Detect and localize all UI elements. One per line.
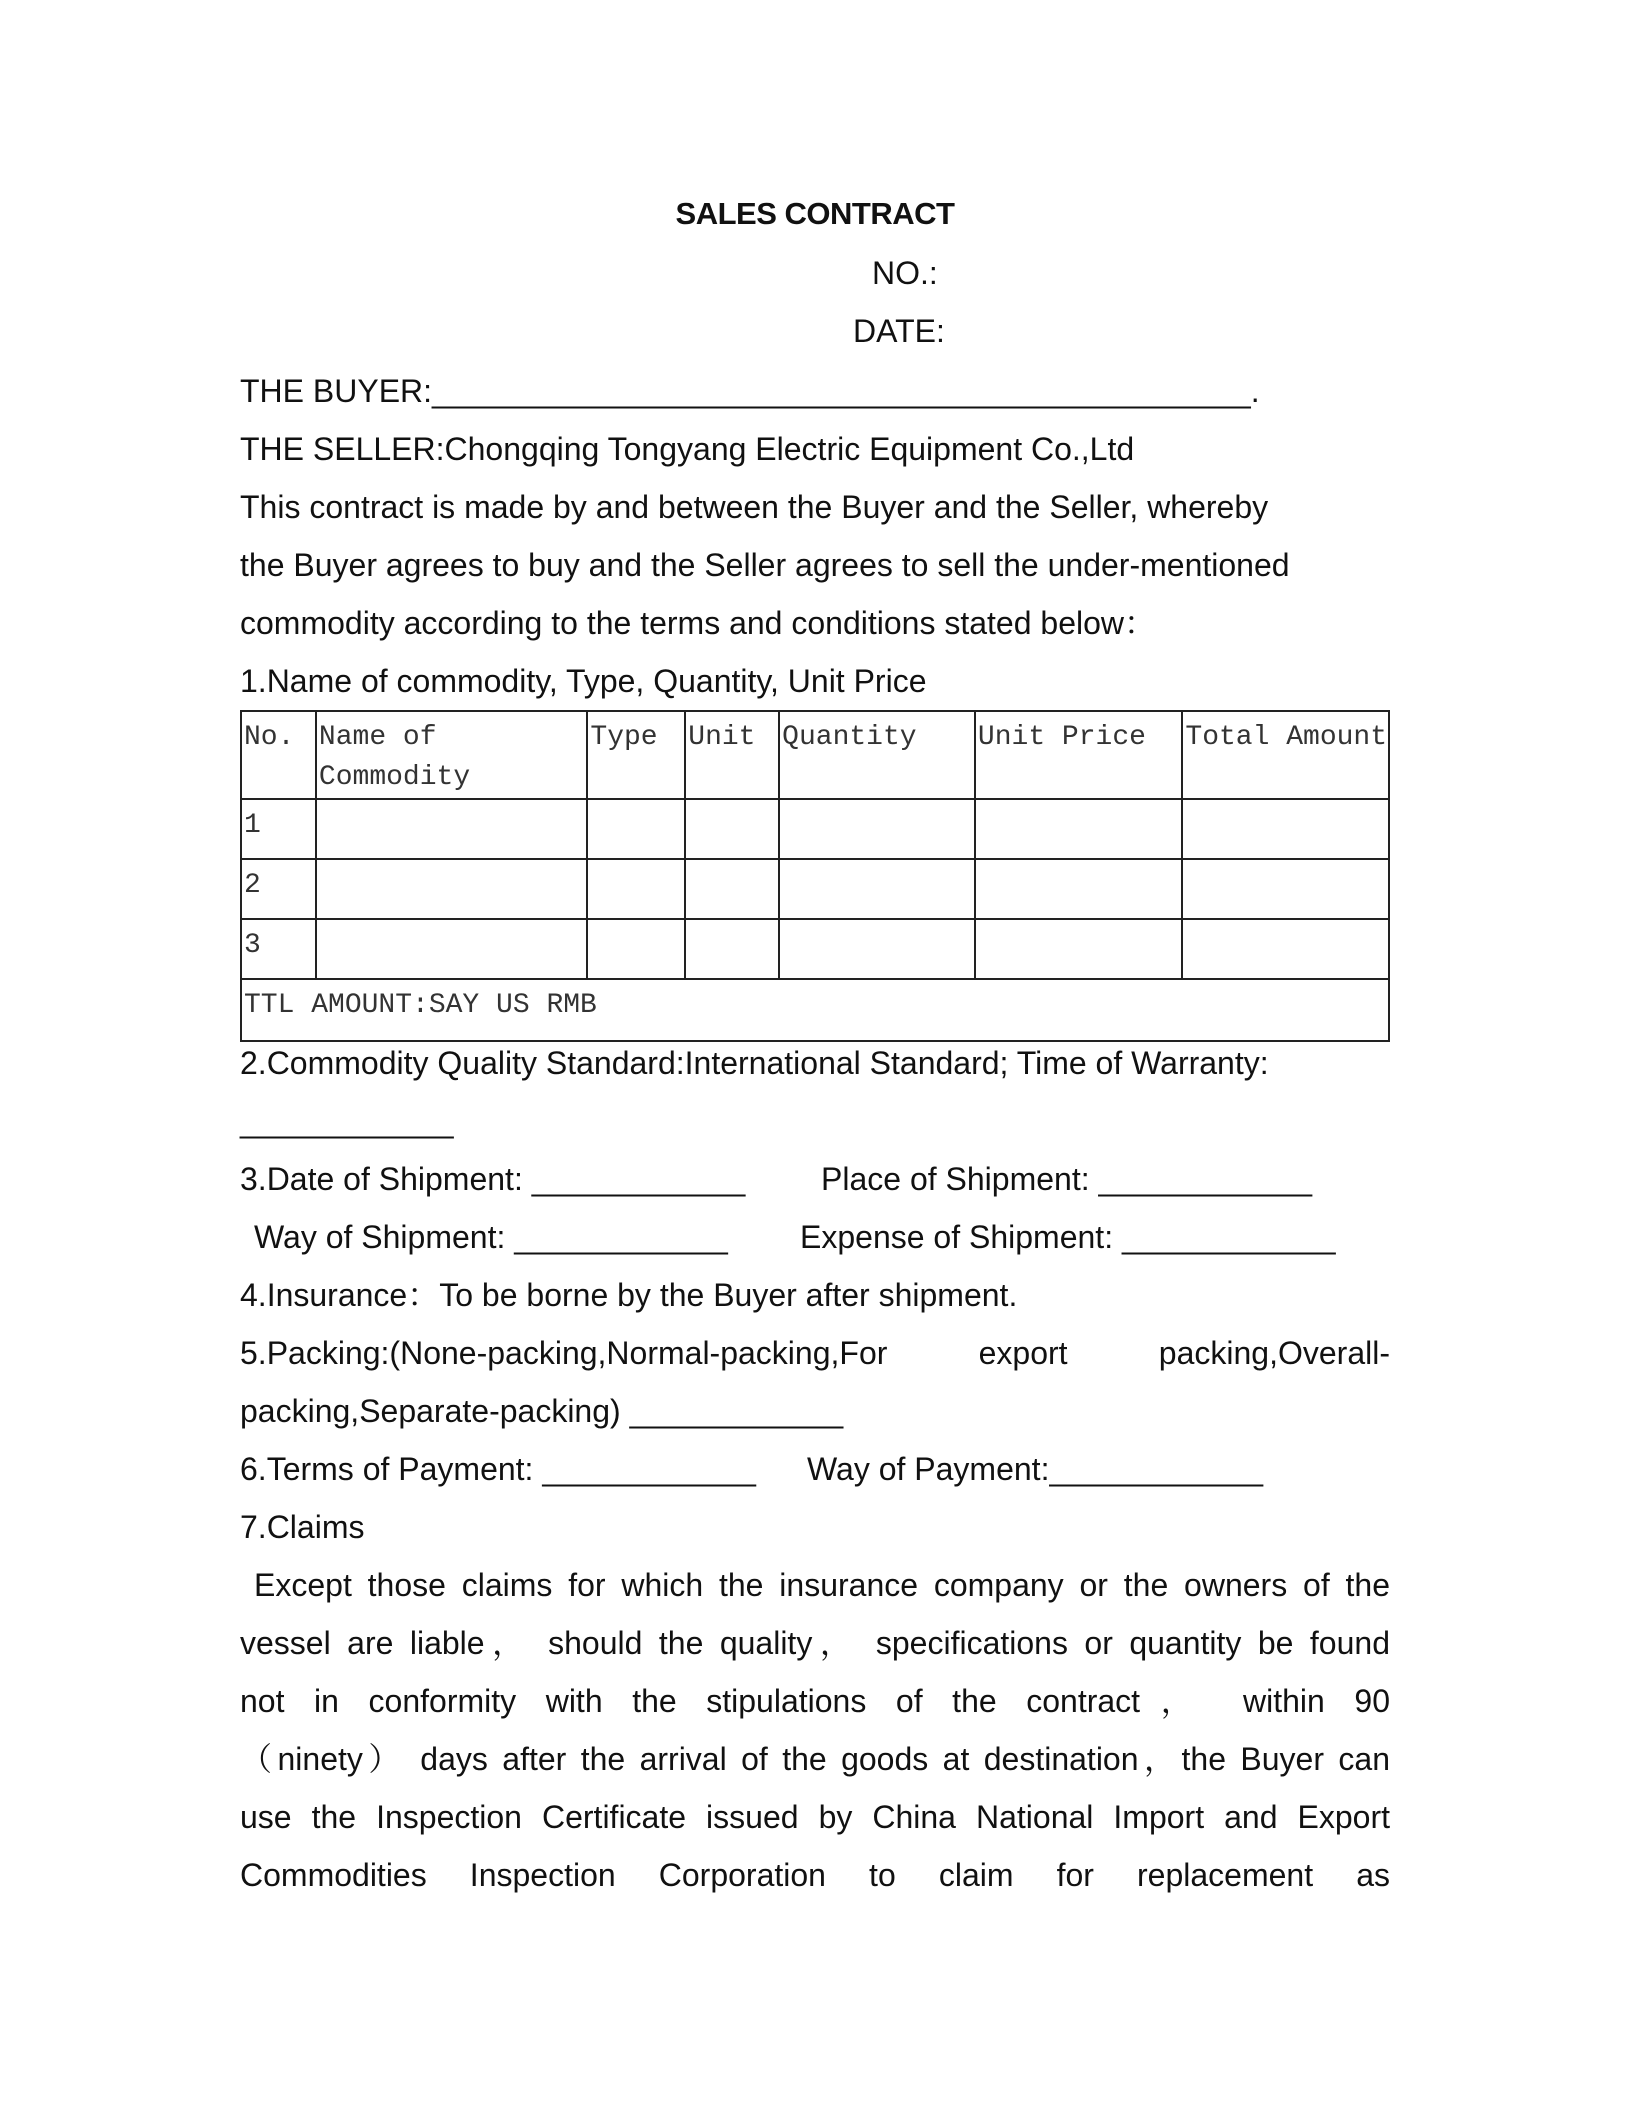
row-number-cell: 2 <box>241 859 316 919</box>
contract-title: SALES CONTRACT <box>675 196 955 231</box>
table-cell[interactable] <box>316 859 587 919</box>
contract-page <box>240 0 1390 2112</box>
section-4-insurance: 4.Insurance：To be borne by the Buyer after shipment. <box>240 1277 1018 1313</box>
section-7-claims: 7.Claims <box>240 1509 365 1545</box>
commodity-table <box>240 710 1390 1042</box>
table-cell[interactable] <box>316 799 587 859</box>
table-cell[interactable] <box>975 919 1182 979</box>
claims-paragraph-line: Commodities Inspection Corporation to claim for replacement as <box>240 1857 1390 1893</box>
expense-of-shipment: Expense of Shipment: ____________ <box>800 1219 1336 1255</box>
date-of-shipment: 3.Date of Shipment: ____________ <box>240 1161 746 1197</box>
table-cell[interactable] <box>1182 859 1389 919</box>
table-header-cell: Total Amount <box>1182 711 1389 799</box>
table-cell[interactable] <box>975 799 1182 859</box>
warranty-blank: ____________ <box>240 1103 454 1139</box>
table-cell[interactable] <box>587 859 685 919</box>
table-total-row <box>241 979 1389 1041</box>
table-cell[interactable] <box>779 919 975 979</box>
place-of-shipment: Place of Shipment: ____________ <box>821 1161 1313 1197</box>
contract-date-label: DATE: <box>853 313 945 349</box>
table-cell[interactable] <box>779 799 975 859</box>
table-header-cell: Name of Commodity <box>316 711 587 799</box>
table-cell[interactable] <box>316 919 587 979</box>
table-header-row <box>241 711 1389 799</box>
total-amount-cell: TTL AMOUNT:SAY US RMB <box>241 979 1389 1041</box>
contract-number-label: NO.: <box>872 255 938 291</box>
section-2-quality: 2.Commodity Quality Standard:International Standard; Time of Warranty: <box>240 1045 1269 1081</box>
buyer-line: THE BUYER:______________________________________________. <box>240 373 1260 409</box>
table-cell[interactable] <box>685 859 779 919</box>
section-5-packing-line-1: 5.Packing:(None-packing,Normal-packing,For export packing,Overall- <box>240 1335 1390 1371</box>
intro-line-1: This contract is made by and between the Buyer and the Seller, whereby <box>240 489 1269 525</box>
table-header-cell: Type <box>587 711 685 799</box>
table-header-cell: Unit Price <box>975 711 1182 799</box>
table-header-cell: Quantity <box>779 711 975 799</box>
way-of-shipment: Way of Shipment: ____________ <box>254 1219 728 1255</box>
table-row <box>241 799 1389 859</box>
table-cell[interactable] <box>779 859 975 919</box>
seller-line: THE SELLER:Chongqing Tongyang Electric Equipment Co.,Ltd <box>240 431 1135 467</box>
table-header-cell: Unit <box>685 711 779 799</box>
claims-paragraph-line: not in conformity with the stipulations of the contract， within 90 <box>240 1683 1390 1719</box>
table-cell[interactable] <box>587 919 685 979</box>
intro-line-2: the Buyer agrees to buy and the Seller agrees to sell the under-mentioned <box>240 547 1290 583</box>
row-number-cell: 3 <box>241 919 316 979</box>
way-of-payment: Way of Payment:____________ <box>807 1451 1264 1487</box>
table-cell[interactable] <box>975 859 1182 919</box>
claims-paragraph-line: vessel are liable， should the quality， specifications or quantity be found <box>240 1625 1390 1661</box>
claims-paragraph-line: Except those claims for which the insurance company or the owners of the <box>254 1567 1390 1603</box>
row-number-cell: 1 <box>241 799 316 859</box>
intro-line-3: commodity according to the terms and conditions stated below： <box>240 605 1157 641</box>
table-cell[interactable] <box>1182 919 1389 979</box>
table-row <box>241 859 1389 919</box>
table-cell[interactable] <box>685 799 779 859</box>
table-cell[interactable] <box>685 919 779 979</box>
table-row <box>241 919 1389 979</box>
table-cell[interactable] <box>587 799 685 859</box>
section-5-packing-line-2: packing,Separate-packing) ____________ <box>240 1393 844 1429</box>
table-cell[interactable] <box>1182 799 1389 859</box>
table-header-cell: No. <box>241 711 316 799</box>
terms-of-payment: 6.Terms of Payment: ____________ <box>240 1451 756 1487</box>
section-1-heading: 1.Name of commodity, Type, Quantity, Unit Price <box>240 663 927 699</box>
claims-paragraph-line: use the Inspection Certificate issued by China National Import and Export <box>240 1799 1390 1835</box>
claims-paragraph-line: （ninety） days after the arrival of the goods at destination，the Buyer can <box>240 1741 1390 1777</box>
